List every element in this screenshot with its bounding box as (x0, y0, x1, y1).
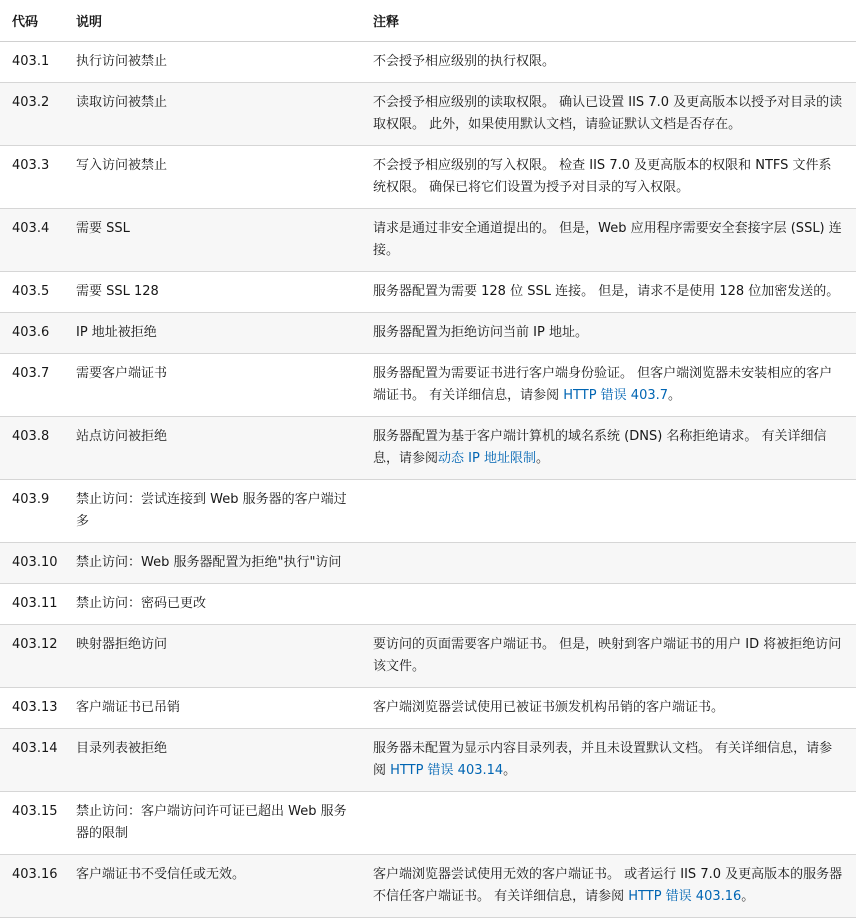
note-text: 要访问的页面需要客户端证书。 但是，映射到客户端证书的用户 ID 将被拒绝访问该文件。 (373, 637, 842, 674)
cell-note (361, 543, 856, 584)
note-text: 客户端浏览器尝试使用已被证书颁发机构吊销的客户端证书。 (373, 700, 725, 715)
cell-code: 403.15 (0, 792, 64, 855)
cell-note (361, 584, 856, 625)
table-row (0, 543, 856, 584)
cell-description: 需要 SSL 128 (64, 272, 361, 313)
cell-code: 403.14 (0, 729, 64, 792)
note-trailing-text: 。 (741, 889, 755, 904)
cell-description: 客户端证书已吊销 (64, 688, 361, 729)
cell-description: 禁止访问：密码已更改 (64, 584, 361, 625)
table-row (0, 688, 856, 729)
cell-description: 需要 SSL (64, 209, 361, 272)
cell-description: IP 地址被拒绝 (64, 313, 361, 354)
table-row (0, 792, 856, 855)
table-row (0, 83, 856, 146)
reference-link[interactable]: HTTP 错误 403.14 (390, 763, 504, 778)
cell-code: 403.11 (0, 584, 64, 625)
table-row (0, 625, 856, 688)
table-row (0, 855, 856, 918)
note-text: 服务器配置为基于客户端计算机的域名系统 (DNS) 名称拒绝请求。 有关详细信息，请参阅 (373, 429, 827, 466)
cell-note (361, 688, 856, 729)
cell-code: 403.5 (0, 272, 64, 313)
cell-code: 403.4 (0, 209, 64, 272)
cell-note (361, 480, 856, 543)
table-row (0, 729, 856, 792)
cell-code: 403.3 (0, 146, 64, 209)
table-row (0, 313, 856, 354)
table-row (0, 354, 856, 417)
table-row (0, 584, 856, 625)
table-header-row (0, 0, 856, 42)
cell-code: 403.13 (0, 688, 64, 729)
cell-description: 需要客户端证书 (64, 354, 361, 417)
cell-note (361, 354, 856, 417)
cell-code: 403.8 (0, 417, 64, 480)
reference-link[interactable]: HTTP 错误 403.7 (563, 388, 669, 403)
cell-note (361, 209, 856, 272)
cell-note (361, 417, 856, 480)
cell-note (361, 42, 856, 83)
cell-description: 禁止访问：客户端访问许可证已超出 Web 服务器的限制 (64, 792, 361, 855)
cell-note (361, 313, 856, 354)
reference-link[interactable]: 动态 IP 地址限制 (438, 451, 536, 466)
cell-description: 禁止访问：尝试连接到 Web 服务器的客户端过多 (64, 480, 361, 543)
cell-note (361, 272, 856, 313)
cell-note (361, 855, 856, 918)
note-text: 不会授予相应级别的写入权限。 检查 IIS 7.0 及更高版本的权限和 NTFS 文件系统权限。 确保已将它们设置为授予对目录的写入权限。 (373, 158, 832, 195)
note-trailing-text: 。 (668, 388, 682, 403)
note-trailing-text: 。 (535, 451, 549, 466)
cell-description: 读取访问被禁止 (64, 83, 361, 146)
note-trailing-text: 。 (503, 763, 517, 778)
cell-code: 403.1 (0, 42, 64, 83)
table-row (0, 42, 856, 83)
table-row (0, 209, 856, 272)
cell-note (361, 792, 856, 855)
cell-note (361, 729, 856, 792)
reference-link[interactable]: HTTP 错误 403.16 (628, 889, 742, 904)
note-text: 不会授予相应级别的读取权限。 确认已设置 IIS 7.0 及更高版本以授予对目录的读取权限。 此外，如果使用默认文档，请验证默认文档是否存在。 (373, 95, 843, 132)
note-text: 服务器配置为拒绝访问当前 IP 地址。 (373, 325, 588, 340)
column-header-description: 说明 (64, 0, 361, 42)
note-text: 服务器配置为需要证书进行客户端身份验证。 但客户端浏览器未安装相应的客户端证书。 有关详细信息，请参阅 (373, 366, 833, 403)
note-text: 请求是通过非安全通道提出的。 但是，Web 应用程序需要安全套接字层 (SSL) 连接。 (373, 221, 842, 258)
cell-code: 403.16 (0, 855, 64, 918)
cell-code: 403.7 (0, 354, 64, 417)
cell-description: 禁止访问：Web 服务器配置为拒绝"执行"访问 (64, 543, 361, 584)
cell-note (361, 83, 856, 146)
cell-description: 客户端证书不受信任或无效。 (64, 855, 361, 918)
table-row (0, 272, 856, 313)
column-header-code: 代码 (0, 0, 64, 42)
cell-code: 403.6 (0, 313, 64, 354)
note-text: 客户端浏览器尝试使用无效的客户端证书。 或者运行 IIS 7.0 及更高版本的服务器不信任客户端证书。 有关详细信息，请参阅 (373, 867, 843, 904)
cell-description: 映射器拒绝访问 (64, 625, 361, 688)
cell-note (361, 146, 856, 209)
cell-description: 站点访问被拒绝 (64, 417, 361, 480)
table-row (0, 146, 856, 209)
column-header-note: 注释 (361, 0, 856, 42)
cell-code: 403.2 (0, 83, 64, 146)
note-text: 不会授予相应级别的执行权限。 (373, 54, 556, 69)
cell-note (361, 625, 856, 688)
cell-code: 403.9 (0, 480, 64, 543)
note-text: 服务器配置为需要 128 位 SSL 连接。 但是，请求不是使用 128 位加密发送的。 (373, 284, 840, 299)
table-row (0, 480, 856, 543)
cell-description: 执行访问被禁止 (64, 42, 361, 83)
cell-description: 写入访问被禁止 (64, 146, 361, 209)
table-row (0, 417, 856, 480)
cell-code: 403.12 (0, 625, 64, 688)
cell-description: 目录列表被拒绝 (64, 729, 361, 792)
note-text: 服务器未配置为显示内容目录列表，并且未设置默认文档。 有关详细信息，请参阅 (373, 741, 833, 778)
cell-code: 403.10 (0, 543, 64, 584)
